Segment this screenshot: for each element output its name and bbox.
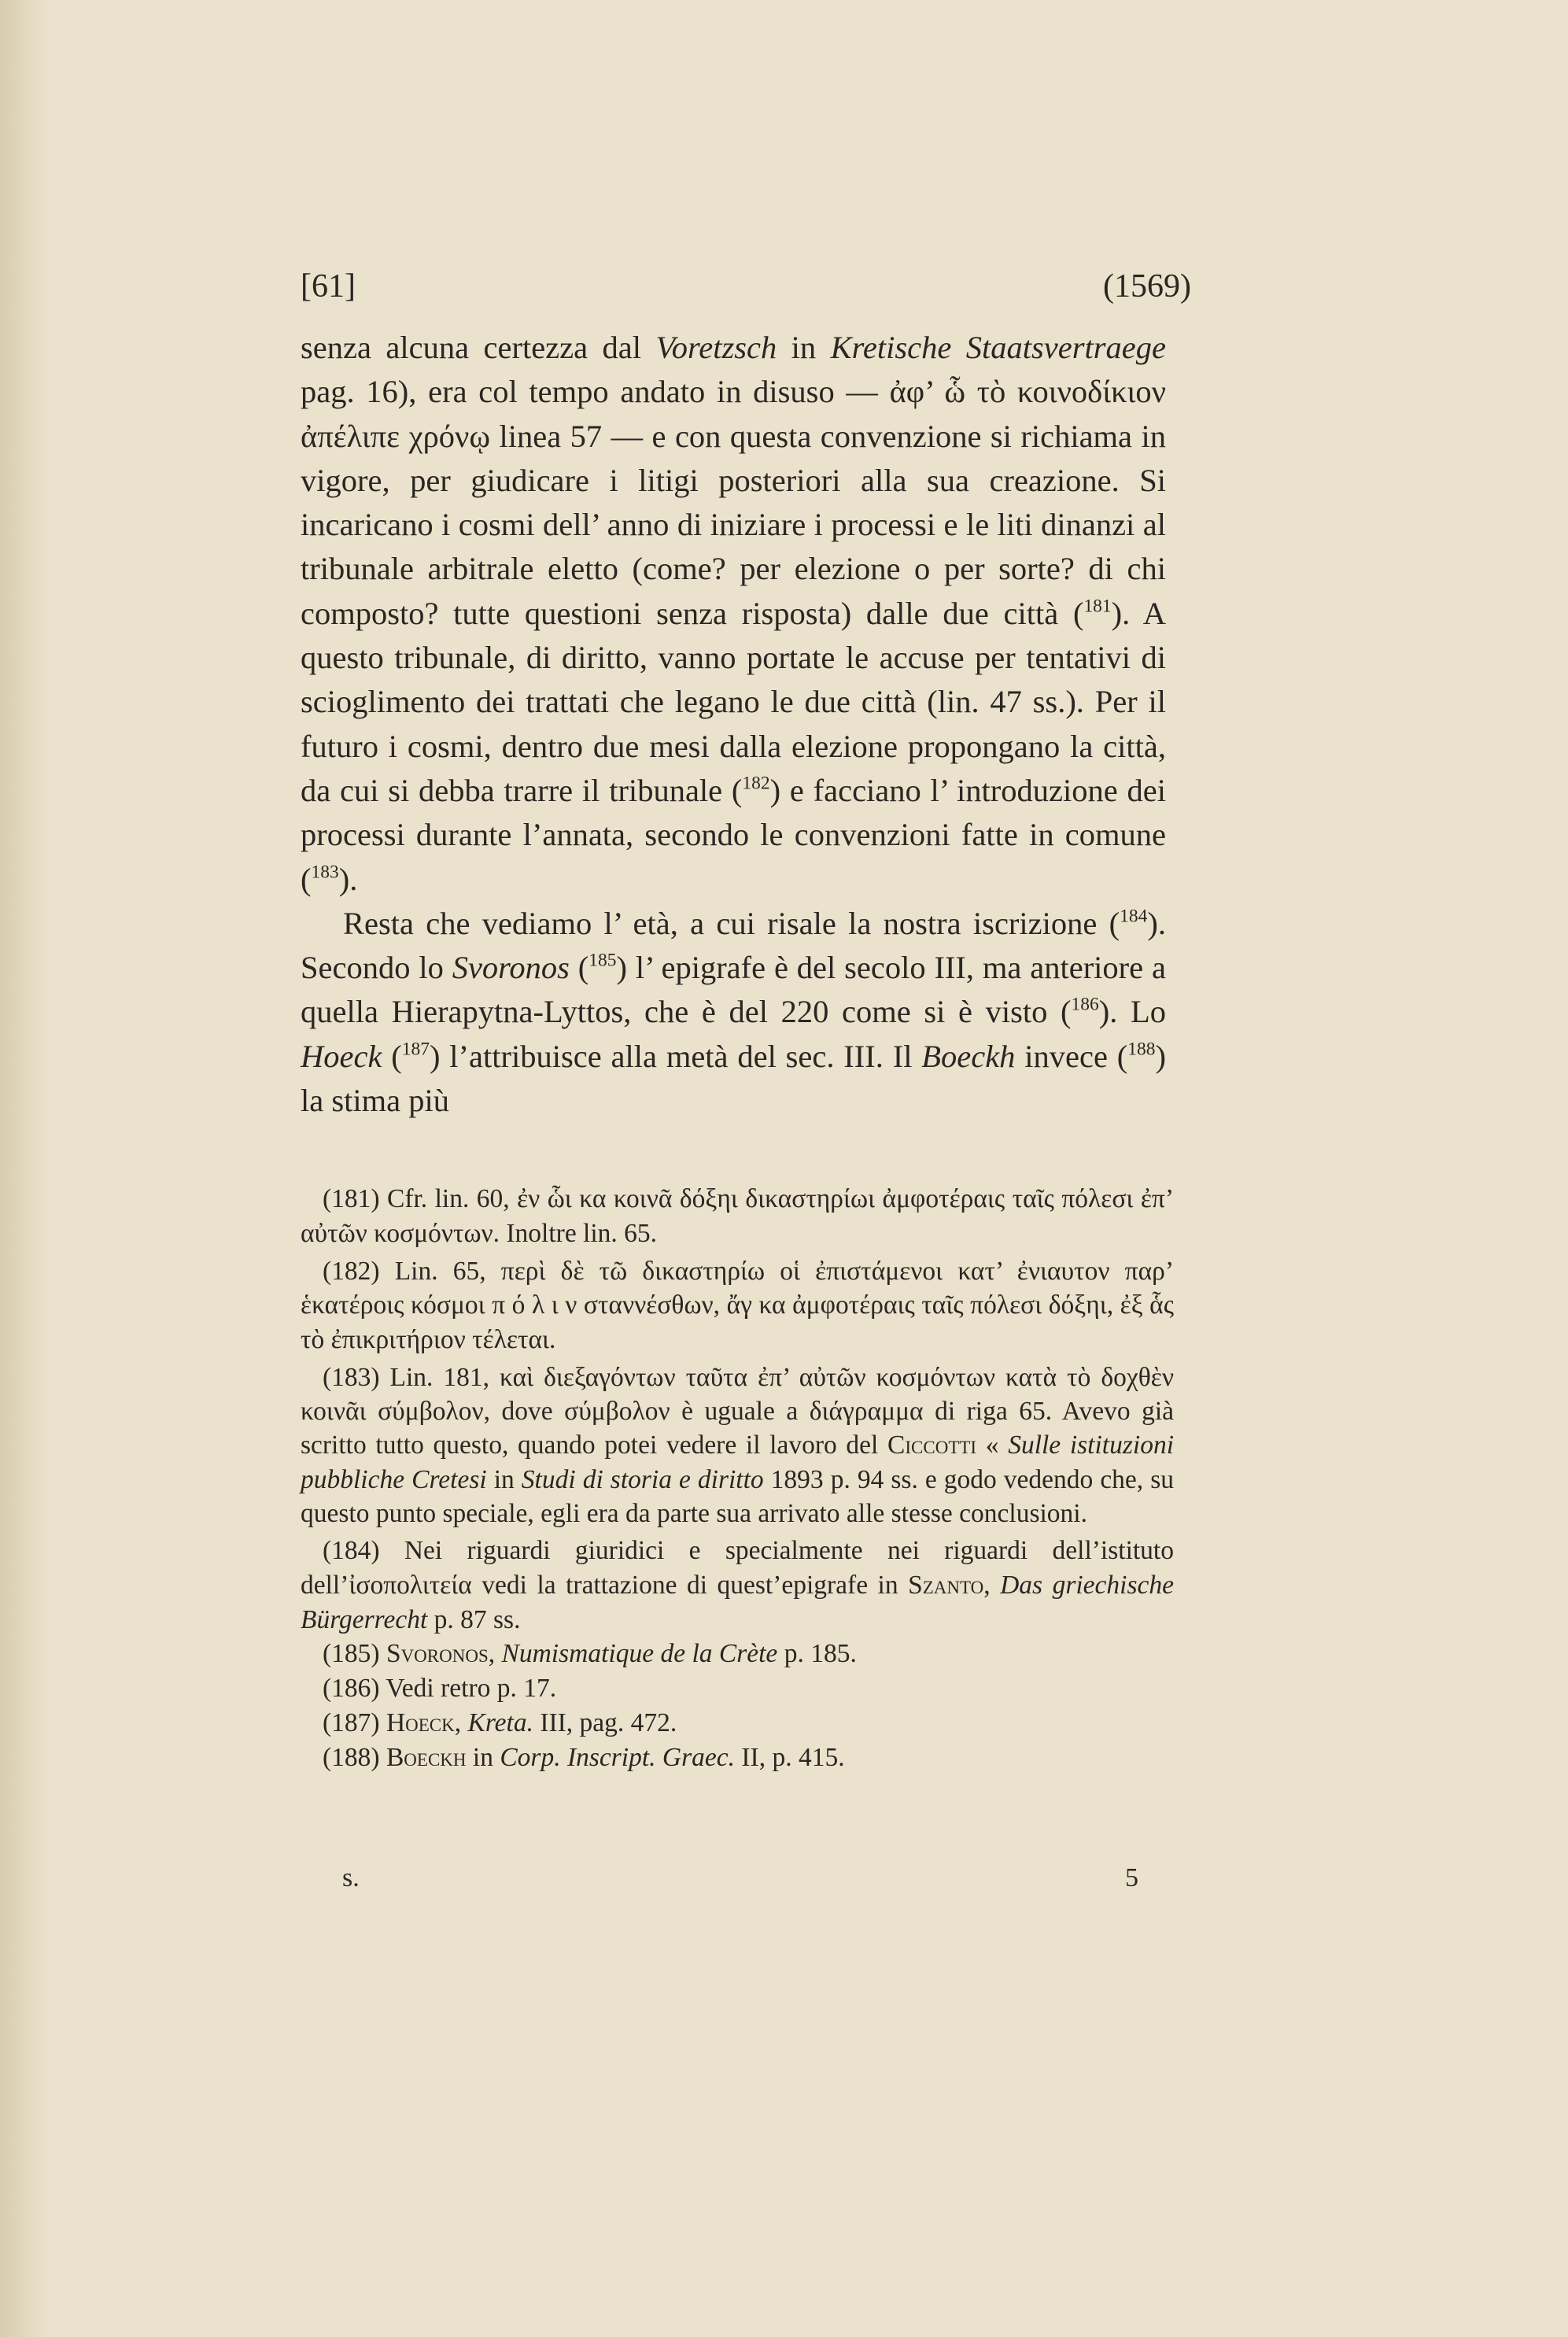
text-run: , xyxy=(983,1570,1001,1600)
text-run: (184) Nei riguardi giuridici e specialmente nei riguardi dell’istituto dell’ἰσοπολιτεία vedi la trattazione di quest’epigrafe in xyxy=(301,1536,1174,1600)
author-name: Hoeck xyxy=(301,1038,382,1074)
text-run: in xyxy=(486,1464,522,1494)
text-run: ). xyxy=(338,861,358,897)
text-run: Resta che vediamo l’ età, a cui risale la nostra iscrizione ( xyxy=(343,905,1120,941)
work-title: Corp. Inscript. Graec. xyxy=(500,1742,736,1772)
text-run: « xyxy=(976,1431,1009,1460)
text-run: (188) xyxy=(323,1742,386,1772)
author-name: Szanto xyxy=(908,1570,984,1600)
footnote-ref: 184 xyxy=(1120,906,1148,927)
author-name: Voretzsch xyxy=(655,330,777,365)
work-title: Kreta. xyxy=(467,1708,533,1737)
footnotes xyxy=(301,1182,1174,1775)
page-edge-shadow xyxy=(0,0,47,2337)
author-name: Hoeck xyxy=(386,1708,455,1737)
footnote-182: (182) Lin. 65, περὶ δὲ τῶ δικαστηρίω οἱ ἐπιστάμενοι κατ’ ἐνιαυτον παρ’ ἑκατέροις κόσμοι π ό λ ι ν σταννέσθων, ἄγ κα ἀμφοτέραις ταῖς πόλεσι δόξηι, ἐξ ἇς τὸ ἐπικριτήριον τέλεται. xyxy=(301,1256,1174,1355)
main-text xyxy=(301,326,1166,1123)
header-page-number: (1569) xyxy=(1103,268,1191,305)
footnote-ref: 185 xyxy=(588,950,617,971)
author-name: Svoronos xyxy=(452,950,570,986)
work-title: Kretische Staatsvertraege xyxy=(830,330,1166,365)
work-title: Numismatique de la Crète xyxy=(501,1639,778,1669)
text-run: ) la stima più xyxy=(301,1038,1166,1119)
text-run: , xyxy=(454,1708,468,1737)
text-run: III, pag. 472. xyxy=(533,1708,677,1737)
text-run: in xyxy=(777,330,831,365)
footnote-183 xyxy=(301,1360,1174,1530)
footnote-ref: 183 xyxy=(311,862,339,883)
text-run: II, p. 415. xyxy=(735,1742,845,1772)
paragraph-1 xyxy=(301,326,1166,902)
text-run: pag. 16), era col tempo andato in disuso — ἀφ’ ὧ τὸ κοινοδίκιον ἀπέλιπε χρόνῳ linea 57 — e con questa convenzione si richiama in vigore, per giudicare i litigi posteriori alla sua creazione. Si incaricano i cosmi dell’ anno di iniziare i processi e le liti dinanzi al tribunale arbitrale eletto (come? per elezione o per sorte? di chi composto? tutte questioni senza risposta) dalle due città ( xyxy=(301,374,1166,631)
text-run: ( xyxy=(569,950,589,986)
printer-signature xyxy=(342,1863,1138,1903)
text-run: (183) Lin. 181, καὶ διεξαγόντων ταῦτα ἐπ’ αὐτῶν κοσμόντων κατὰ τὸ δοχθὲν κοινᾶι σύμβολον, dove σύμβολον è uguale a διάγραμμα di riga 65. Avevo già scritto tutto questo, quando potei vedere il lavoro del xyxy=(301,1362,1174,1460)
footnote-187 xyxy=(301,1706,1174,1741)
author-name: Svoronos xyxy=(386,1639,489,1669)
text-run: ). A questo tribunale, di diritto, vanno portate le accuse per tentativi di scioglimento dei trattati che legano le due città (lin. 47 ss.). Per il futuro i cosmi, dentro due mesi dalla elezione propongano la città, da cui si debba trarre il tribunale ( xyxy=(301,595,1167,808)
text-run: ) e facciano l’ introduzione dei processi durante l’annata, secondo le convenzioni fatte in comune ( xyxy=(301,772,1166,897)
work-title: Das griechische Bürgerrecht xyxy=(301,1570,1174,1634)
text-run: p. 185. xyxy=(777,1639,857,1669)
footnote-ref: 181 xyxy=(1083,596,1112,617)
footnote-181: (181) Cfr. lin. 60, ἐν ὧι κα κοινᾶ δόξηι δικαστηρίωι ἀμφοτέραις ταῖς πόλεσι ἐπ’ αὐτῶν κοσμόντων. Inoltre lin. 65. xyxy=(301,1184,1174,1248)
footnote-188 xyxy=(301,1741,1174,1775)
text-run: senza alcuna certezza dal xyxy=(301,330,656,365)
text-run: in xyxy=(466,1742,500,1772)
text-run: ( xyxy=(382,1038,402,1074)
author-name: Boeckh xyxy=(386,1742,467,1772)
signature-mark: s. xyxy=(342,1863,360,1892)
text-run: (185) xyxy=(323,1639,386,1669)
work-title: Studi di storia e diritto xyxy=(521,1464,764,1494)
header-section-number: [61] xyxy=(301,268,356,305)
footnote-185 xyxy=(301,1637,1174,1671)
footnote-ref: 187 xyxy=(401,1039,430,1060)
text-run: , xyxy=(488,1639,502,1669)
text-run: p. 87 ss. xyxy=(427,1604,521,1634)
author-name: Boeckh xyxy=(921,1038,1016,1074)
footnote-ref: 188 xyxy=(1127,1039,1156,1060)
footnote-186: (186) Vedi retro p. 17. xyxy=(323,1674,557,1704)
footnote-ref: 182 xyxy=(742,773,770,794)
text-run: ) l’attribuisce alla metà del sec. III. Il xyxy=(429,1038,922,1074)
text-run: ) l’ epigrafe è del secolo III, ma anteriore a quella Hierapytna-Lyttos, che è del 220 come si è visto ( xyxy=(301,950,1166,1030)
text-run: (187) xyxy=(323,1708,386,1737)
text-run: ). Secondo lo xyxy=(301,905,1166,986)
author-name: Ciccotti xyxy=(887,1431,977,1460)
text-run: ). Lo xyxy=(1098,994,1166,1030)
paragraph-2 xyxy=(301,902,1166,1123)
text-run: 1893 p. 94 ss. e godo vedendo che, su questo punto speciale, egli era da parte sua arrivato alle stesse conclusioni. xyxy=(301,1464,1174,1528)
work-title: Sulle istituzioni pubbliche Cretesi xyxy=(301,1431,1175,1494)
footnote-ref: 186 xyxy=(1071,995,1099,1016)
signature-number: 5 xyxy=(1125,1863,1138,1892)
footnote-184 xyxy=(301,1534,1174,1637)
text-run: invece ( xyxy=(1015,1038,1128,1074)
running-header xyxy=(301,268,1191,315)
